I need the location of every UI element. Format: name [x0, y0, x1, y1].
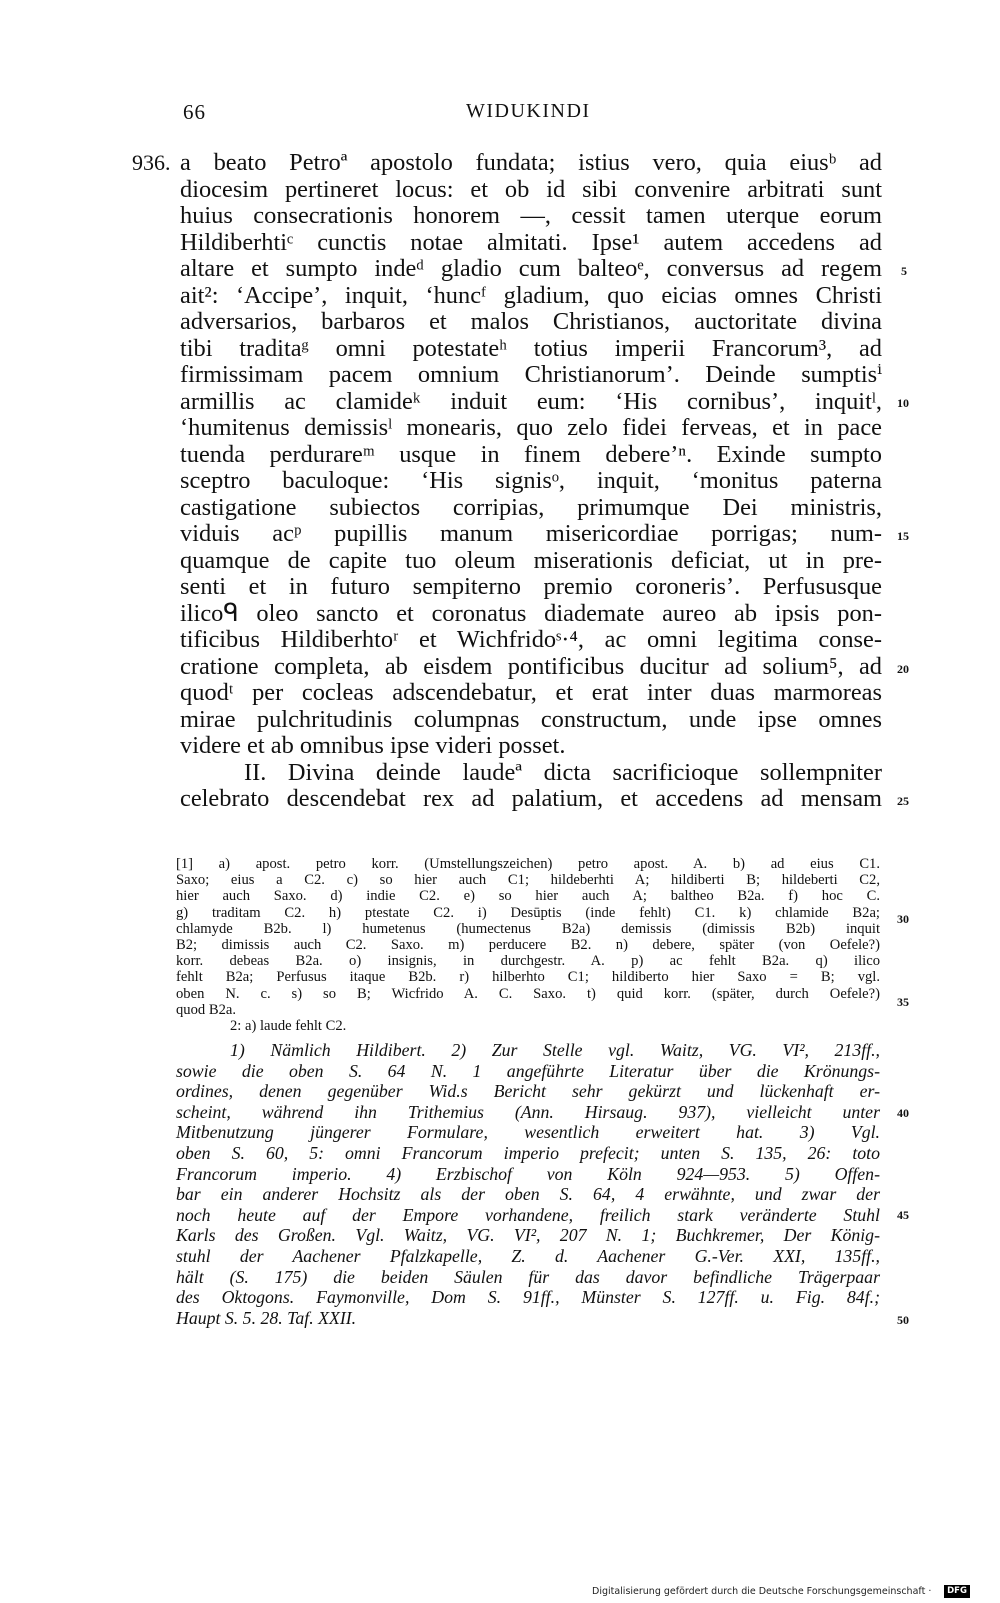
- text-line: tuenda perdurareᵐ usque in finem debere’ⁿ. Exinde sumpto: [180, 440, 882, 468]
- line-number: 45: [897, 1208, 909, 1222]
- text-line: quamque de capite tuo oleum miserationis deficiat, ut in pre-: [180, 546, 882, 574]
- line-number: 50: [897, 1313, 909, 1327]
- text-line: firmissimam pacem omnium Christianorum’. Deinde sumptisⁱ: [180, 361, 882, 388]
- text-line: a beato Petroª apostolo fundata; istius vero, quia eiusᵇ ad: [180, 149, 882, 176]
- commentary-note-line: ordines, denen gegenüber Wid.s Bericht sehr gekürzt und lückenhaft er-: [176, 1081, 880, 1102]
- commentary-note-line: hält (S. 175) die beiden Säulen für das davor befindliche Trägerpaar: [176, 1266, 880, 1287]
- variant-note-line: g) traditam C2. h) ptestate C2. i) Desūptis (inde fehlt) C1. k) chlamide B2a;: [176, 904, 880, 921]
- text-line: tificibus Hildiberhtoʳ et Wichfridoˢ·⁴, ac omni legitima conse-: [180, 626, 882, 653]
- variant-note-line: 2: a) laude fehlt C2.: [230, 1017, 347, 1034]
- line-number: 15: [897, 529, 909, 543]
- running-title: WIDUKINDI: [466, 100, 591, 122]
- commentary-note-line: stuhl der Aachener Pfalzkapelle, Z. d. Aachener G.-Ver. XXI, 135ff.,: [176, 1245, 880, 1266]
- text-line: viduis acᵖ pupillis manum misericordiae porrigas; num-: [180, 520, 882, 547]
- line-number: 5: [901, 264, 907, 278]
- text-line: ilicoᑫ oleo sancto et coronatus diademate aureo ab ipsis pon-: [180, 599, 882, 627]
- commentary-note-line: bar ein anderer Hochsitz als der oben S. 64, 4 erwähnte, und zwar der: [176, 1184, 880, 1205]
- variant-note-line: quod B2a.: [176, 1001, 236, 1018]
- commentary-note-line: oben S. 60, 5: omni Francorum imperio prefecit; unten S. 135, 26: toto: [176, 1142, 880, 1163]
- line-number: 30: [897, 912, 909, 926]
- variant-note-line: fehlt B2a; Perfusus itaque B2b. r) hilberhto C1; hildiberto hier Saxo = B; vgl.: [176, 969, 880, 986]
- text-line: ‘humitenus demissisˡ monearis, quo zelo fidei ferveas, et in pace: [180, 414, 882, 441]
- text-line: celebrato descendebat rex ad palatium, et accedens ad mensam: [180, 785, 882, 812]
- page-header: [0, 100, 1000, 130]
- line-number: 25: [897, 794, 909, 808]
- text-line: senti et in futuro sempiterno premio coroneris’. Perfususque: [180, 573, 882, 600]
- commentary-note-line: sowie die oben S. 64 N. 1 angeführte Literatur über die Krönungs-: [176, 1060, 880, 1081]
- text-line: Hildiberhtiᶜ cunctis notae almitati. Ipse¹ autem accedens ad: [180, 228, 882, 256]
- commentary-note-line: Mitbenutzung jüngerer Formulare, wesentlich erweitert hat. 3) Vgl.: [176, 1122, 880, 1143]
- text-line: altare et sumpto indeᵈ gladio cum balteoᵉ, conversus ad regem: [180, 255, 882, 282]
- digitization-credit: Digitalisierung gefördert durch die Deutsche Forschungsgemeinschaft ·: [592, 1586, 932, 1597]
- line-number: 35: [897, 995, 909, 1009]
- main-text: [132, 149, 882, 813]
- text-line: adversarios, barbaros et malos Christianos, auctoritate divina: [180, 308, 882, 335]
- variant-note-line: hier auch Saxo. d) indie C2. e) so hier auch A; baltheo B2a. f) hoc C.: [176, 888, 880, 905]
- text-line: castigatione subiectos corripias, primumque Dei ministris,: [180, 493, 882, 521]
- variant-note-line: B2; dimissis auch C2. Saxo. m) perducere B2. n) debere, später (von Oefele?): [176, 936, 880, 953]
- variant-note-line: [1] a) apost. petro korr. (Umstellungszeichen) petro apost. A. b) ad eius C1.: [176, 856, 880, 872]
- text-line: diocesim pertineret locus: et ob id sibi convenire arbitrati sunt: [180, 175, 882, 203]
- commentary-note-line: Karls des Großen. Vgl. Waitz, VG. VI², 207 N. 1; Buchkremer, Der König-: [176, 1225, 880, 1246]
- text-line: videre et ab omnibus ipse videri posset.: [180, 732, 566, 759]
- text-line: quodᵗ per cocleas adscendebatur, et erat inter duas marmoreas: [180, 679, 882, 706]
- text-line: armillis ac clamideᵏ induit eum: ‘His cornibus’, inquitˡ,: [180, 387, 882, 415]
- commentary-note-line: Francorum imperio. 4) Erzbischof von Köln 924—953. 5) Offen-: [176, 1163, 880, 1184]
- text-line: mirae pulchritudinis columpnas constructum, unde ipse omnes: [180, 705, 882, 733]
- commentary-note-line: 1) Nämlich Hildibert. 2) Zur Stelle vgl. Waitz, VG. VI², 213ff.,: [230, 1040, 880, 1060]
- text-line: cratione completa, ab eisdem pontificibus ducitur ad solium⁵, ad: [180, 652, 882, 680]
- text-line: huius consecrationis honorem —, cessit tamen uterque eorum: [180, 202, 882, 229]
- line-number: 20: [897, 662, 909, 676]
- text-line: tibi traditaᵍ omni potestateʰ totius imperii Francorum³, ad: [180, 334, 882, 362]
- line-number: 40: [897, 1106, 909, 1120]
- variant-note-line: chlamyde B2b. l) humetenus (humectenus B2a) demissis (dimissis B2b) inquit: [176, 920, 880, 937]
- dfg-logo-icon: DFG: [944, 1585, 970, 1598]
- variant-note-line: oben N. c. s) so B; Wicfrido A. C. Saxo. t) quid korr. (später, durch Oefele?): [176, 985, 880, 1002]
- year-marker: 936.: [132, 150, 171, 175]
- commentary-note-line: des Oktogons. Faymonville, Dom S. 91ff., Münster S. 127ff. u. Fig. 84f.;: [176, 1287, 880, 1308]
- commentary-notes: [176, 1040, 880, 1328]
- page-number: 66: [183, 100, 206, 124]
- chapter-start-line: II. Divina deinde laudeª dicta sacrificioque sollempniter: [244, 758, 882, 786]
- variant-note-line: Saxo; eius a C2. c) so hier auch C1; hildeberhti A; hildiberti B; hildeberti C2,: [176, 872, 880, 889]
- commentary-note-line: Haupt S. 5. 28. Taf. XXII.: [176, 1307, 357, 1328]
- text-line: sceptro baculoque: ‘His signisᵒ, inquit, ‘monitus paterna: [180, 467, 882, 494]
- variant-notes: [176, 856, 880, 1034]
- line-number: 10: [897, 396, 909, 410]
- variant-note-line: korr. debeas B2a. o) insignis, in durchgestr. A. p) ac fehlt B2a. q) ilico: [176, 953, 880, 970]
- text-line: ait²: ‘Accipe’, inquit, ‘huncᶠ gladium, quo eicias omnes Christi: [180, 281, 882, 309]
- commentary-note-line: scheint, während ihn Trithemius (Ann. Hirsaug. 937), vielleicht unter: [176, 1101, 880, 1122]
- commentary-note-line: noch heute auf der Empore vorhandene, freilich stark veränderte Stuhl: [176, 1204, 880, 1225]
